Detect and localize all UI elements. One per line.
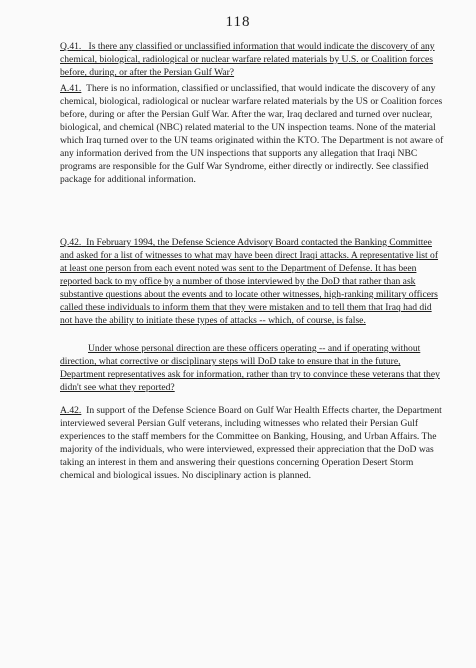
question-42-text: In February 1994, the Defense Science Advisory Board contacted the Banking Committee and asked for a list of witnesses to what may have been direct Iraqi attacks. A representative list of at least one person from each event noted was sent to the Department of Defense. It has been reported back to my office by a number of those interviewed by the DoD that rather than ask substantive questions about the events and to locate other witnesses, high-ranking military officers called these individuals to inform them that they were mistaken and to tell them that Iraq had did not have the ability to initiate these types of attacks -- which, of course, is false. [60, 237, 439, 326]
page-number: 118 [225, 14, 251, 30]
answer-41-label: A.41. [60, 83, 82, 94]
answer-41 [60, 82, 446, 186]
question-41-label: Q.41. [60, 41, 82, 52]
answer-42 [60, 404, 446, 482]
question-41-text: Is there any classified or unclassified information that would indicate the discovery of any chemical, biological, radiological or nuclear warfare related materials by U.S. or Coalition forces before, during, or after the Persian Gulf War? [60, 41, 435, 78]
question-42-followup: Under whose personal direction are these officers operating -- and if operating without direction, what corrective or disciplinary steps will DoD take to ensure that in the future, Department representatives ask for information, rather than try to convince these veterans that they didn't see what they reported? [60, 343, 440, 393]
question-41 [60, 40, 446, 79]
answer-42-label: A.42. [60, 405, 82, 416]
question-42 [60, 236, 446, 327]
question-42-label: Q.42. [60, 237, 82, 248]
answer-42-text: In support of the Defense Science Board on Gulf War Health Effects charter, the Department interviewed several Persian Gulf veterans, including witnesses who related their Persian Gulf experiences to the staff members for the Committee on Banking, Housing, and Urban Affairs. The majority of the individuals, who were interviewed, expressed their appreciation that the DoD was taking an interest in them and answering their questions concerning Operation Desert Storm chemical and biological issues. No disciplinary action is planned. [60, 405, 442, 481]
answer-41-text: There is no information, classified or unclassified, that would indicate the discovery of any chemical, biological, radiological or nuclear warfare related materials by the US or Coalition forces before, during or after the Persian Gulf War. After the war, Iraq declared and turned over nuclear, biological, and chemical (NBC) related material to the UN inspection teams. None of the material which Iraq turned over to the UN teams originated within the KTO. The Department is not aware of any information derived from the UN inspections that supports any allegation that Iraqi NBC programs are responsible for the Gulf War Syndrome, either directly or indirectly. See classified package for additional information. [60, 83, 444, 185]
